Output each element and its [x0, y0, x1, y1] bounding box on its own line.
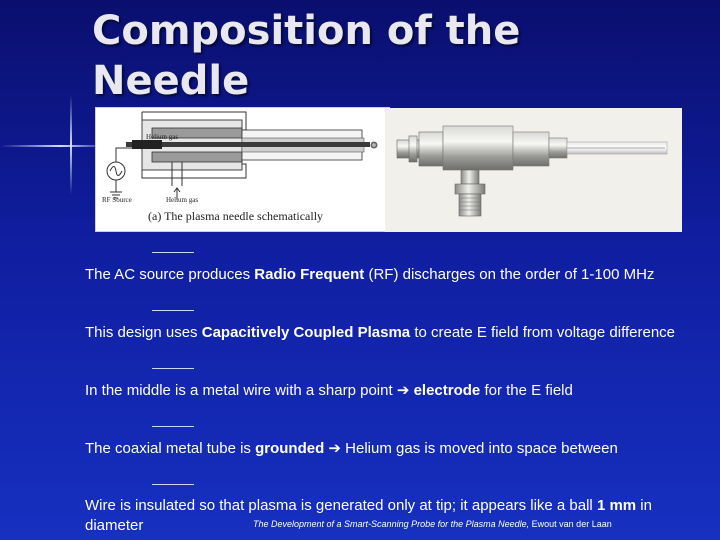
citation-author: Ewout van der Laan — [529, 519, 612, 529]
schematic-caption: (a) The plasma needle schematically — [148, 209, 324, 223]
title-line-2: Needle — [92, 58, 250, 104]
bullet-item: The AC source produces Radio Frequent (RF) discharges on the order of 1-100 MHz — [85, 266, 655, 283]
title-line-1: Composition of the — [92, 8, 521, 54]
right-arrow-icon: ➔ — [396, 382, 410, 399]
right-arrow-icon: ➔ — [328, 440, 341, 457]
bullet-marker — [152, 310, 194, 311]
schematic-label-helium-top: Helium gas — [146, 133, 179, 141]
bullet-marker — [152, 426, 194, 427]
source-citation — [253, 519, 612, 529]
bullet-marker — [152, 484, 194, 485]
schematic-label-rf-source: RF Source — [102, 196, 132, 204]
citation-title: The Development of a Smart-Scanning Probe for the Plasma Needle, — [253, 519, 530, 529]
bullet-item: The coaxial metal tube is grounded ➔ Helium gas is moved into space between — [85, 440, 618, 457]
bullet-item: In the middle is a metal wire with a sharp point ➔ electrode for the E field — [85, 382, 573, 399]
bullet-emphasis: Radio Frequent — [254, 266, 365, 283]
bullet-emphasis: grounded — [255, 440, 325, 457]
bullet-marker — [152, 252, 194, 253]
bullet-emphasis: 1 mm — [596, 497, 637, 514]
bullet-item-continuation: diameter — [85, 517, 144, 534]
bullet-emphasis: electrode — [413, 382, 481, 399]
bullet-item: This design uses Capacitively Coupled Plasma to create E field from voltage difference — [85, 324, 676, 341]
bullet-marker — [152, 368, 194, 369]
bullet-emphasis: Capacitively Coupled Plasma — [201, 324, 411, 341]
schematic-label-helium-bottom: Helium gas — [166, 196, 199, 204]
bullet-item: Wire is insulated so that plasma is generated only at tip; it appears like a ball 1 mm in — [85, 497, 652, 514]
